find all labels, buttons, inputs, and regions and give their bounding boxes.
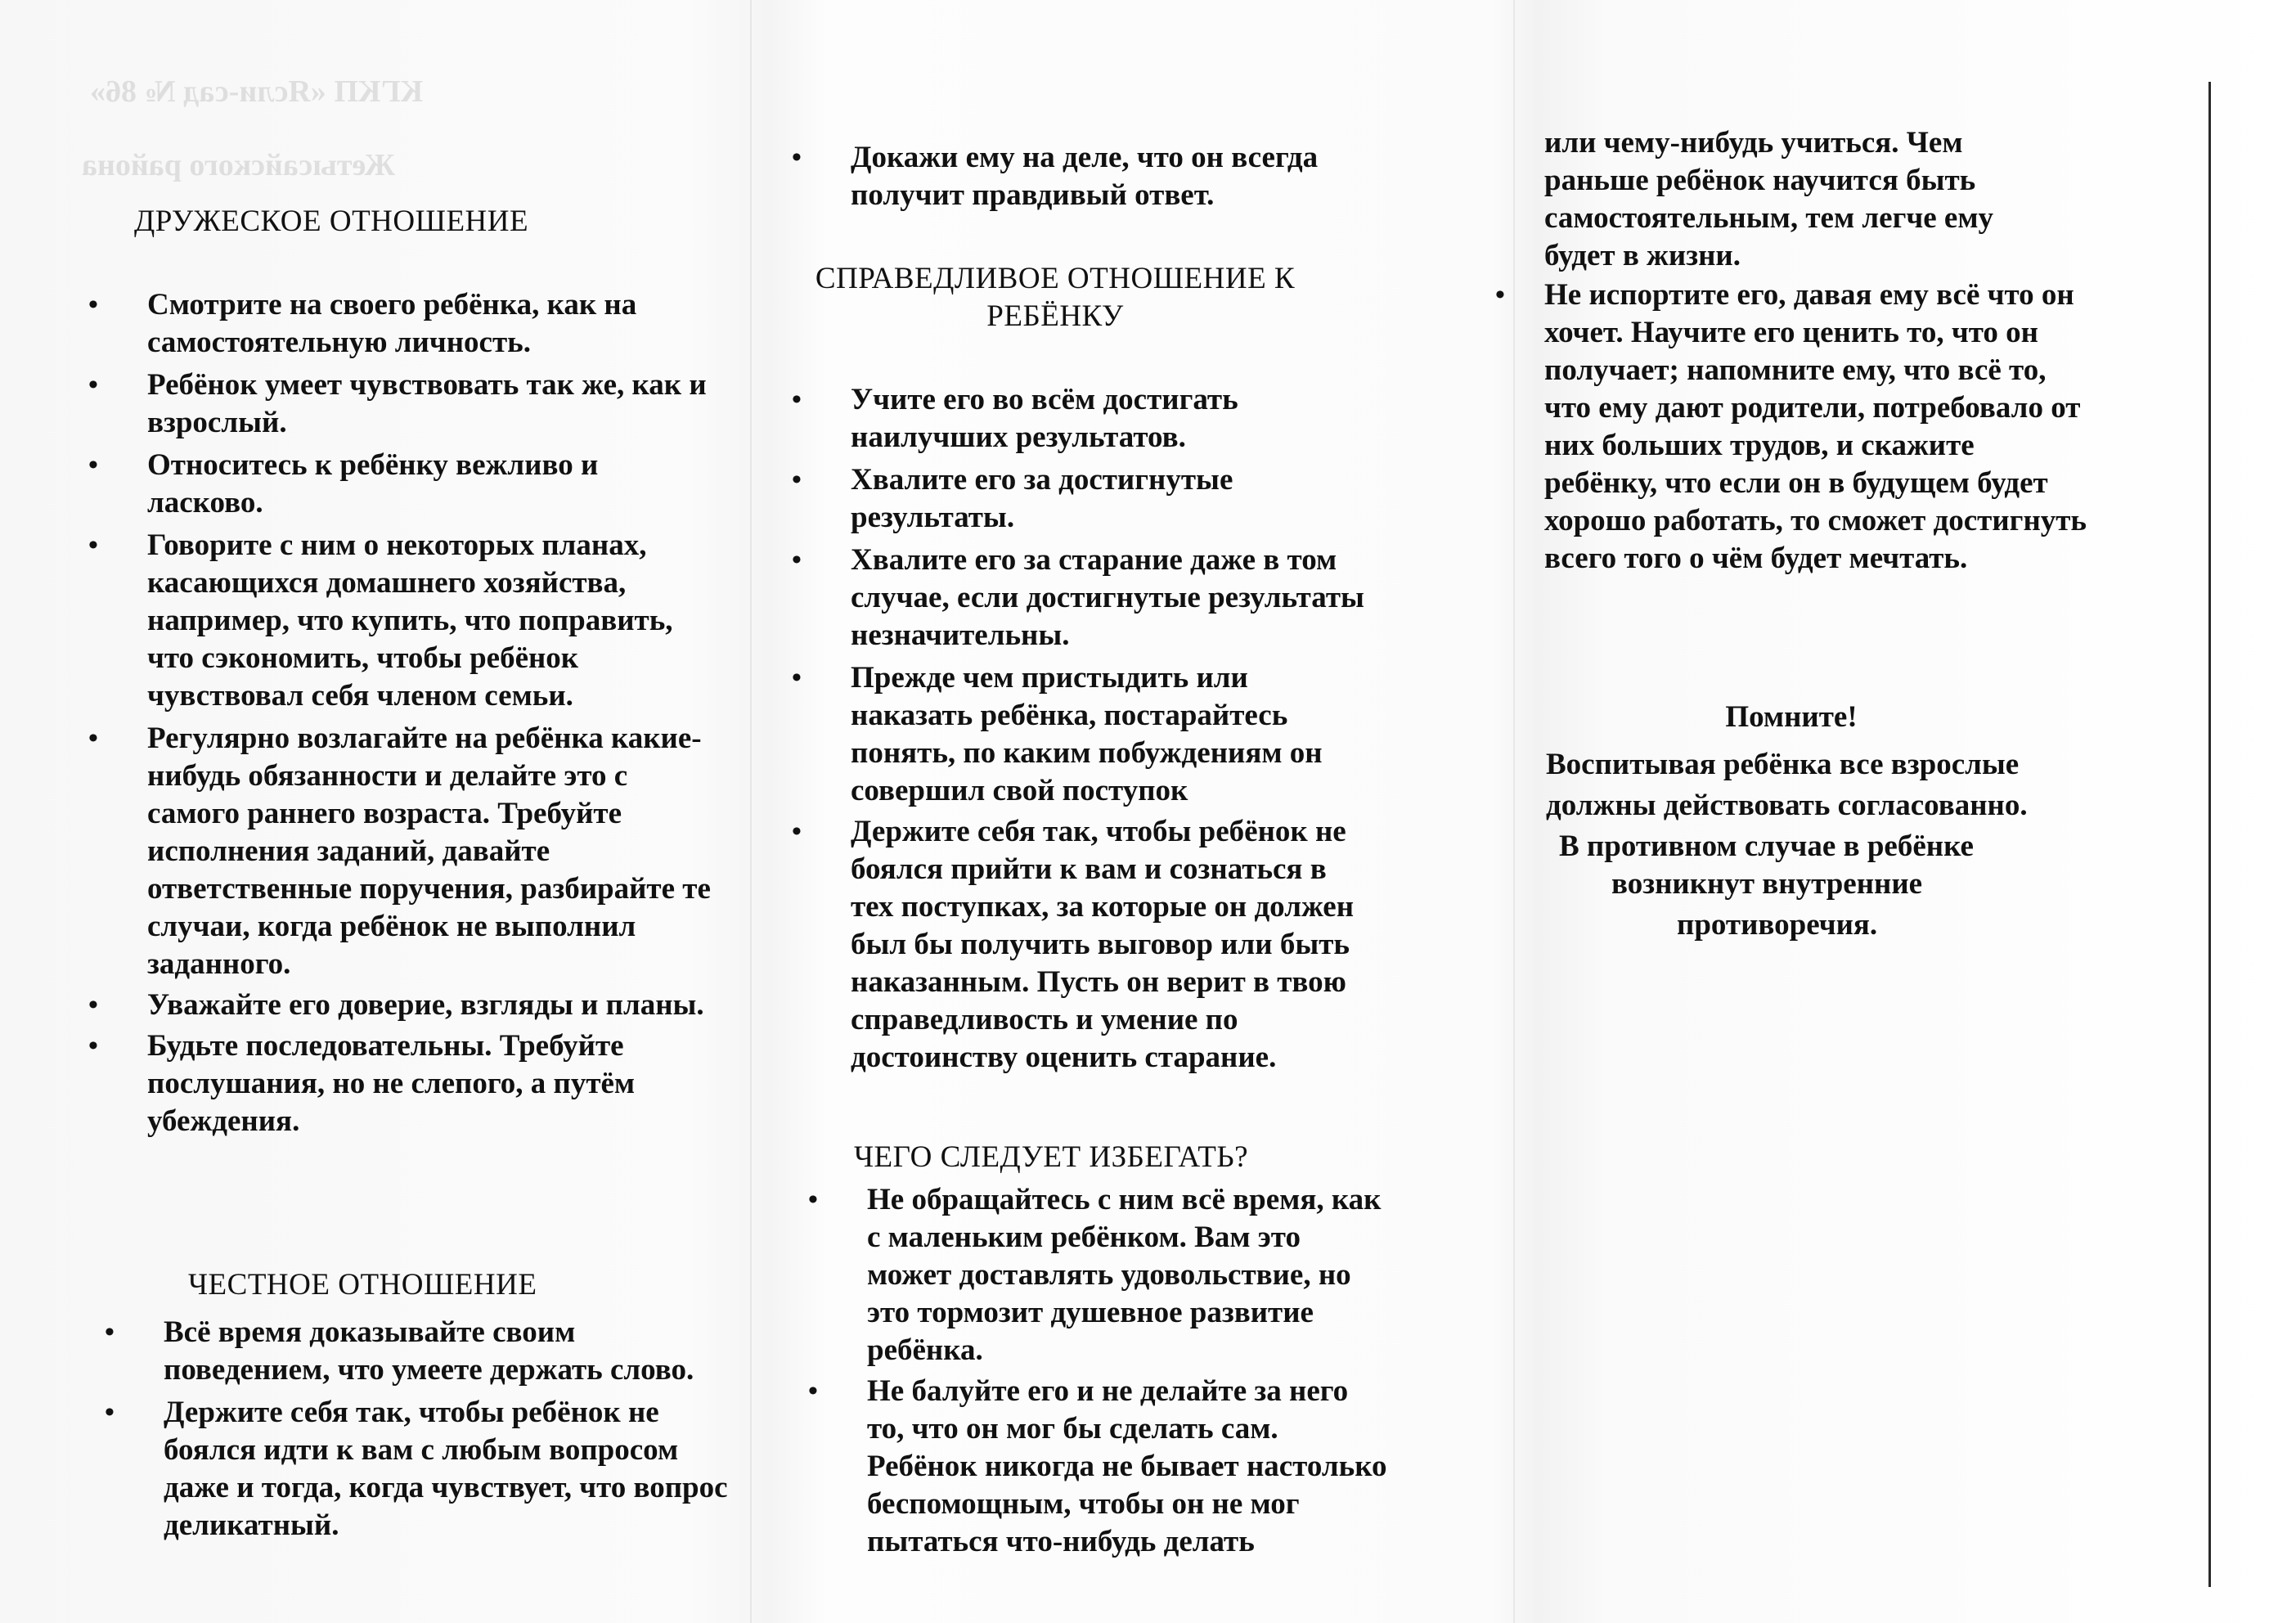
heading-friendly-attitude: ДРУЖЕСКОЕ ОТНОШЕНИЕ	[134, 205, 529, 238]
list-item: • Не балуйте его и не делайте за него то, что он мог бы сделать сам. Ребёнок никогда не бывает настолько беспомощным, чтобы он не мог пытаться что-нибудь делать	[802, 1373, 1391, 1561]
fold-line-right	[1513, 0, 1515, 1623]
heading-fair-attitude	[785, 260, 1325, 335]
remember-block	[1521, 699, 2061, 944]
list-item: • Хвалите его за старание даже в том случае, если достигнутые результаты незначительны.	[785, 542, 1374, 654]
heading-fair-attitude-line2: РЕБЁНКУ	[986, 299, 1124, 333]
list-item: • Учите его во всём достигать наилучших результатов.	[785, 381, 1374, 456]
fair-attitude-list	[785, 381, 1374, 1077]
list-item: • Всё время доказывайте своим поведением, что умеете держать слово.	[98, 1314, 728, 1389]
remember-line-1: Воспитывая ребёнка все взрослые	[1546, 748, 2020, 781]
list-item: • Ребёнок умеет чувствовать так же, как и взрослый.	[82, 366, 712, 442]
continuation-text: или чему-нибудь учиться. Чем раньше ребёнок научится быть самостоятельным, тем легче ему будет в жизни.	[1544, 126, 1994, 272]
heading-honest-attitude: ЧЕСТНОЕ ОТНОШЕНИЕ	[188, 1268, 537, 1302]
list-item: • Держите себя так, чтобы ребёнок не боялся прийти к вам и сознаться в тех поступках, за которые он должен был бы получить выговор или быть наказанным. Пусть он верит в твою справедливость и умение по достоинству оценить старание.	[785, 813, 1374, 1077]
what-to-avoid-list	[802, 1181, 1391, 1561]
list-item: • Хвалите его за достигнутые результаты.	[785, 461, 1374, 537]
list-item: • Прежде чем пристыдить или наказать ребёнка, постарайтесь понять, по каким побуждениям он совершил свой поступок	[785, 659, 1374, 810]
honest-attitude-list	[98, 1314, 728, 1544]
bleed-through-text-1: КГКП «Ясли-сад № 86»	[90, 74, 424, 109]
list-item: • Докажи ему на деле, что он всегда получит правдивый ответ.	[785, 139, 1358, 214]
heading-fair-attitude-line1: СПРАВЕДЛИВОЕ ОТНОШЕНИЕ К	[815, 262, 1296, 295]
list-item: • Смотрите на своего ребёнка, как на самостоятельную личность.	[82, 286, 712, 362]
list-item: • Регулярно возлагайте на ребёнка какие-нибудь обязанности и делайте это с самого раннего возраста. Требуйте исполнения заданий, давайте ответственные поручения, разбирайте те случаи, когда ребёнок не выполнил заданного.	[82, 720, 712, 983]
bleed-through-text-2: Жетысайского района	[82, 148, 396, 182]
remember-line-5: противоречия.	[1677, 908, 1878, 942]
lead-list	[785, 139, 1358, 214]
heading-what-to-avoid: ЧЕГО СЛЕДУЕТ ИЗБЕГАТЬ?	[854, 1140, 1249, 1174]
list-item: • Будьте последовательны. Требуйте послушания, но не слепого, а путём убеждения.	[82, 1027, 712, 1140]
remember-title: Помните!	[1725, 700, 1858, 734]
friendly-attitude-list	[82, 286, 712, 1140]
remember-line-2: должны действовать согласованно.	[1546, 789, 2028, 822]
list-item: • Не испортите его, давая ему всё что он хочет. Научите его ценить то, что он получает; напомните ему, что всё то, что ему дают родители, потребовало от них больших трудов, и скажите ребёнку, что если он в будущем будет хорошо работать, то сможет достигнуть всего того о чём будет мечтать.	[1489, 276, 2094, 578]
fold-line-left	[750, 0, 752, 1623]
list-item: • Говорите с ним о некоторых планах, касающихся домашнего хозяйства, например, что купить, что поправить, что сэкономить, чтобы ребёнок чувствовал себя членом семьи.	[82, 527, 712, 715]
spoil-list	[1489, 276, 2094, 578]
list-item: • Относитесь к ребёнку вежливо и ласково.	[82, 447, 712, 522]
list-item: • Держите себя так, чтобы ребёнок не боялся идти к вам с любым вопросом даже и тогда, когда чувствует, что вопрос деликатный.	[98, 1394, 728, 1544]
remember-line-4: возникнут внутренние	[1611, 867, 1923, 901]
list-item: • Не обращайтесь с ним всё время, как с маленьким ребёнком. Вам это может доставлять удовольствие, но это тормозит душевное развитие ребёнка.	[802, 1181, 1391, 1369]
list-item: • Уважайте его доверие, взгляды и планы.	[82, 987, 712, 1024]
remember-line-3: В противном случае в ребёнке	[1559, 829, 1974, 863]
page-edge-line	[2208, 82, 2211, 1587]
